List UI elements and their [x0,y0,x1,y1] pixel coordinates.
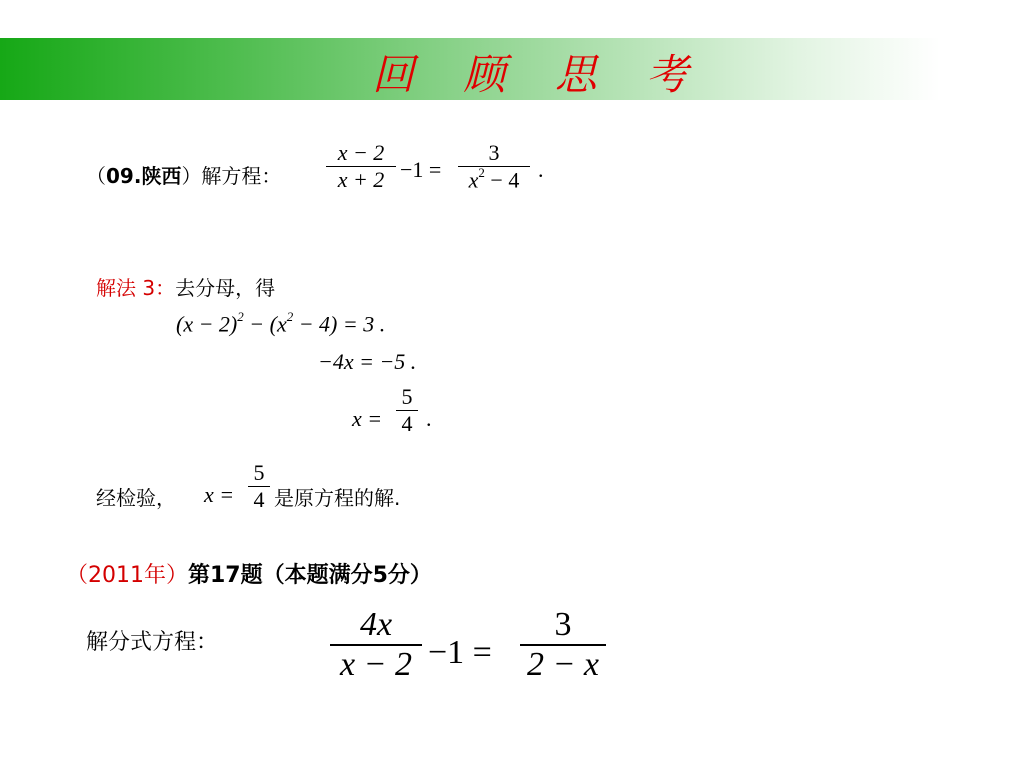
problem1-source: 陕西 [141,164,182,188]
check-end: 是原方程的解. [274,486,401,510]
problem1-rhs-denominator: $x^2 - 4$ [468,165,520,193]
check-text: 经检验， [96,486,176,510]
solution-step3-lhs: x = [352,406,383,431]
problem2-lhs-fraction [330,606,422,684]
problem1-lhs-fraction [326,140,396,193]
problem1-prefix: （ [86,164,106,188]
problem2-rhs-fraction [520,606,606,684]
problem2-rhs-numerator: 3 [554,606,572,643]
problem2-lhs-denominator: x − 2 [339,646,413,683]
solution-text: 去分母，得 [175,276,276,300]
problem2-heading-year: （2011年） [66,563,188,588]
problem2-lhs-numerator: 4x [359,606,393,643]
problem1-year: 09. [106,164,142,188]
problem2-label: 解分式方程： [86,630,219,655]
solution-step3-numerator: 5 [401,384,413,409]
solution-header [96,272,275,301]
solution-step1: $(x - 2)^2 - (x^2 - 4) = 3$ . [176,309,386,337]
check-lhs: x = [204,482,235,507]
problem1-label [86,160,281,189]
problem1-minus-one: −1 = [400,157,442,182]
problem2-heading [66,558,432,589]
problem2-rhs-denominator: 2 − x [526,646,600,683]
problem2-minus-one: −1 = [428,634,492,671]
problem1-rhs-numerator: 3 [488,140,500,165]
solution-label: 解法 3： [96,276,176,300]
check-numerator: 5 [253,460,265,485]
solution-step3-denominator: 4 [401,411,413,436]
problem1-lhs-denominator: x + 2 [337,167,385,192]
problem1-rhs-fraction [458,140,530,193]
page-title: 回 顾 思 考 [372,50,707,99]
problem2-heading-rest: 第17题（本题满分5分） [188,563,432,588]
solution-step3-end: . [426,406,432,431]
problem1-end: . [538,157,544,182]
problem1-lhs-numerator: x − 2 [337,140,385,165]
problem1-suffix: ）解方程： [181,164,282,188]
check-fraction [248,460,270,513]
solution-step2: −4x = −5 . [318,349,417,374]
check-denominator: 4 [253,487,265,512]
solution-step3-fraction [396,384,418,437]
